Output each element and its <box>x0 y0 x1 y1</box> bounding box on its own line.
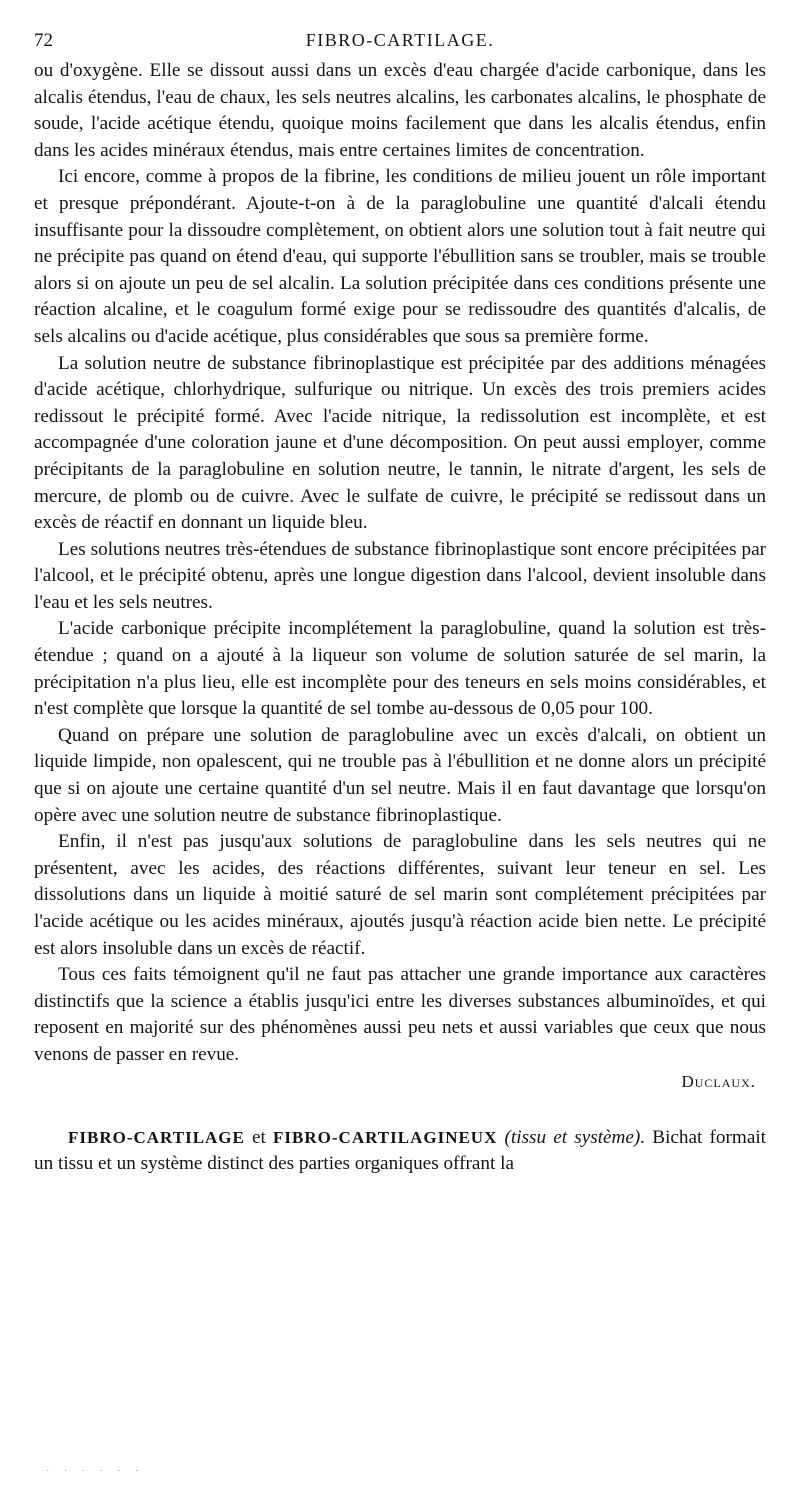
entry-note: (tissu et système). <box>504 1126 646 1148</box>
paragraph: Ici encore, comme à propos de la fibrine, les conditions de milieu jouent un rôle important et presque prépondérant. Ajoute-t-on à de la paraglobuline une quantité d'alcali étendu insuffisante pour la dissoudre complètement, on obtient alors une solution tout à fait neutre qui ne précipite pas quand on étend d'eau, qui supporte l'ébullition sans se troubler, mais se trouble alors si on ajoute un peu de sel alcalin. La solution précipitée dans ces conditions présente une réaction alcaline, et le coagulum formé exige pour se redissoudre des quantités d'alcalis, de sels alcalins ou d'acide acétique, plus considérables que sous sa première forme. <box>34 166 766 347</box>
entry-headword-secondary: FIBRO-CARTILAGINEUX <box>273 1127 498 1147</box>
running-head: FIBRO-CARTILAGE. <box>305 30 495 50</box>
footer-bleed-marks: · · · · · · <box>46 1466 145 1477</box>
entry-connector: et <box>252 1126 266 1148</box>
entry-first-line <box>34 1125 766 1178</box>
paragraph: L'acide carbonique précipite incomplétement la paraglobuline, quand la solution est très-étendue ; quand on a ajouté à la liqueur son volume de solution saturée de sel marin, la précipitation n'a plus lieu, elle est incomplète pour des teneurs en sels moins considérables, et n'est complète que lorsque la quantité de sel tombe au-dessous de 0,05 pour 100. <box>34 618 766 720</box>
document-page <box>34 28 766 1178</box>
page-number: 72 <box>34 30 53 51</box>
paragraph: Les solutions neutres très-étendues de substance fibrinoplastique sont encore précipitées par l'alcool, et le précipité obtenu, après une longue digestion dans l'alcool, devient insoluble dans l'eau et les sels neutres. <box>34 538 766 613</box>
entry-text: Bichat formait un tissu et un système distinct des parties organiques offrant la <box>34 1126 766 1175</box>
paragraph: Quand on prépare une solution de paraglobuline avec un excès d'alcali, on obtient un liquide limpide, non opalescent, qui ne trouble pas à l'ébullition et ne donne alors un précipité que si on ajoute une certaine quantité d'un sel neutre. Mais il en faut davantage que lorsqu'on opère avec une solution neutre de substance fibrinoplastique. <box>34 724 766 826</box>
paragraph: La solution neutre de substance fibrinoplastique est précipitée par des additions ménagées d'acide acétique, chlorhydrique, sulfurique ou nitrique. Un excès des trois premiers acides redissout le précipité formé. Avec l'acide nitrique, la redissolution est incomplète, et est accompagnée d'une coloration jaune et d'une décomposition. On peut aussi employer, comme précipitants de la paraglobuline en solution neutre, le tannin, le nitrate d'argent, les sels de mercure, de plomb ou de cuivre. Avec le sulfate de cuivre, le précipité se redissout dans un excès de réactif en donnant un liquide bleu. <box>34 352 766 534</box>
dictionary-entry <box>34 1125 766 1178</box>
page-header <box>34 28 766 58</box>
entry-headword: FIBRO-CARTILAGE <box>68 1127 245 1147</box>
paragraph: Tous ces faits témoignent qu'il ne faut pas attacher une grande importance aux caractères distinctifs que la science a établis jusqu'ici entre les diverses substances albuminoïdes, et qui reposent en majorité sur des phénomènes aussi peu nets et aussi variables que ceux que nous venons de passer en revue. <box>34 964 766 1065</box>
author-signature: Duclaux. <box>681 1071 756 1091</box>
paragraph: ou d'oxygène. Elle se dissout aussi dans un excès d'eau chargée d'acide carbonique, dans les alcalis étendus, l'eau de chaux, les sels neutres alcalins, les carbonates alcalins, le phosphate de soude, l'acide acétique étendu, quoique moins facilement que dans les alcalis étendus, enfin dans les acides minéraux étendus, mais entre certaines limites de concentration. <box>34 60 766 161</box>
paragraph: Enfin, il n'est pas jusqu'aux solutions de paraglobuline dans les sels neutres qui ne présentent, avec les acides, des réactions différentes, suivant leur teneur en sel. Les dissolutions dans un liquide à moitié saturé de sel marin sont complétement précipitées par l'acide acétique ou les acides minéraux, ajoutés jusqu'à réaction acide bien nette. Le précipité est alors insoluble dans un excès de réactif. <box>34 831 766 959</box>
article-body <box>34 58 766 1095</box>
